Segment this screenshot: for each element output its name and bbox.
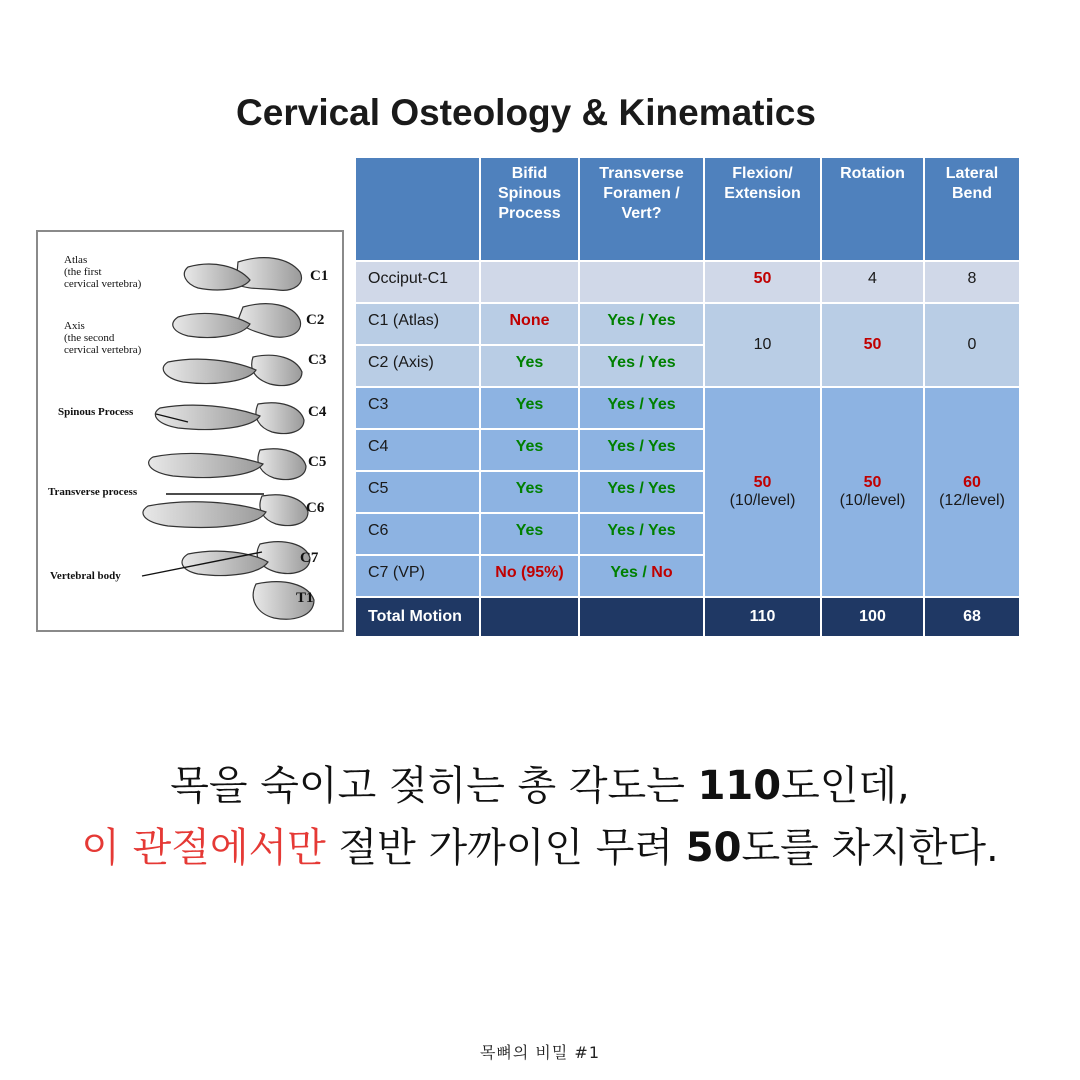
row-label: C3 — [355, 387, 480, 429]
footer-label: 목뼈의 비밀 #1 — [479, 1043, 601, 1062]
row-label: C6 — [355, 513, 480, 555]
header-line: Rotation — [840, 165, 905, 182]
atlas-label-line: Atlas — [64, 254, 88, 266]
spinous-process-label: Spinous Process — [58, 406, 134, 418]
rotation-lower-value: 50 — [863, 474, 882, 491]
caption-text: 절반 가까이인 무려 — [325, 825, 686, 871]
vertebra-label-c2: C2 — [306, 312, 325, 328]
cell-bifid: No (95%) — [480, 555, 579, 597]
axis-label-line: Axis — [64, 320, 85, 332]
table-row — [355, 387, 1020, 429]
cell-flexion: 50 — [704, 261, 821, 303]
cell-rotation-lower — [821, 387, 924, 597]
header-blank — [355, 157, 480, 261]
cell-foramen — [579, 555, 704, 597]
vertebra-label-c4: C4 — [308, 404, 327, 420]
row-label: Occiput-C1 — [355, 261, 480, 303]
cell-bifid: Yes — [480, 513, 579, 555]
rotation-lower-sub: (10/level) — [839, 492, 906, 509]
total-lateral: 68 — [924, 597, 1020, 637]
header-lateral — [924, 157, 1020, 261]
vertebral-body-label: Vertebral body — [50, 570, 121, 582]
atlas-label — [64, 254, 141, 290]
vertebra-label-c1: C1 — [310, 268, 329, 284]
cell-foramen: Yes / Yes — [579, 429, 704, 471]
caption-text: 도를 차지한다. — [741, 825, 999, 871]
header-line: Spinous — [497, 185, 562, 202]
foramen-no: No — [651, 564, 673, 581]
header-line: Bifid — [511, 165, 548, 182]
header-line: Foramen / — [603, 185, 680, 202]
header-line: Process — [498, 205, 561, 222]
cell-bifid: Yes — [480, 345, 579, 387]
table-header-row — [355, 157, 1020, 261]
cell-foramen: Yes / Yes — [579, 303, 704, 345]
row-label: C4 — [355, 429, 480, 471]
caption-line-1 — [0, 754, 1080, 811]
header-line: Lateral — [945, 165, 999, 182]
header-line: Vert? — [621, 205, 662, 222]
cell-flexion-c1c2: 10 — [704, 303, 821, 387]
header-line: Transverse — [599, 165, 684, 182]
atlas-label-line: (the first — [64, 266, 102, 278]
lateral-lower-value: 60 — [963, 474, 981, 491]
cell-foramen: Yes / Yes — [579, 471, 704, 513]
vertebra-label-c7: C7 — [300, 550, 319, 566]
cell-bifid: Yes — [480, 387, 579, 429]
total-label: Total Motion — [355, 597, 480, 637]
cell-flexion-lower — [704, 387, 821, 597]
cell-bifid: None — [480, 303, 579, 345]
cell-lateral: 8 — [924, 261, 1020, 303]
caption-highlight: 이 관절에서만 — [81, 825, 326, 871]
total-rotation: 100 — [821, 597, 924, 637]
table-row — [355, 261, 1020, 303]
flexion-lower-value: 50 — [753, 474, 772, 491]
vertebra-label-c3: C3 — [308, 352, 327, 368]
cervical-spine-illustration — [36, 230, 344, 632]
foramen-yes: Yes — [610, 564, 638, 581]
atlas-label-line: cervical vertebra) — [64, 278, 142, 290]
total-flexion: 110 — [704, 597, 821, 637]
total-bifid — [480, 597, 579, 637]
cell-rotation: 4 — [821, 261, 924, 303]
cell-foramen: Yes / Yes — [579, 513, 704, 555]
header-bifid — [480, 157, 579, 261]
page-title: Cervical Osteology & Kinematics — [236, 92, 816, 133]
caption-line-2 — [0, 816, 1080, 873]
vertebra-label-c6: C6 — [306, 500, 325, 516]
total-row — [355, 597, 1020, 637]
vertebra-label-t1: T1 — [296, 590, 314, 606]
header-foramen — [579, 157, 704, 261]
row-label: C1 (Atlas) — [355, 303, 480, 345]
header-line: Bend — [952, 185, 992, 202]
vertebrae-group — [143, 258, 314, 620]
header-line: Flexion/ — [732, 165, 793, 182]
caption-number: 50 — [685, 825, 742, 871]
axis-label-line: (the second — [64, 332, 115, 344]
cell-bifid: Yes — [480, 471, 579, 513]
total-foramen — [579, 597, 704, 637]
header-line: Extension — [724, 185, 801, 202]
row-label: C2 (Axis) — [355, 345, 480, 387]
transverse-process-label: Transverse process — [48, 486, 138, 498]
cell-foramen: Yes / Yes — [579, 345, 704, 387]
flexion-lower-sub: (10/level) — [729, 492, 796, 509]
lateral-lower-sub: (12/level) — [939, 492, 1005, 509]
caption-text: 도인데, — [781, 763, 910, 809]
cell-foramen — [579, 261, 704, 303]
row-label: C7 (VP) — [355, 555, 480, 597]
caption-text: 목을 숙이고 젖히는 총 각도는 — [170, 763, 698, 809]
cell-rotation-c1c2: 50 — [821, 303, 924, 387]
foramen-sep: / — [637, 564, 652, 581]
cell-bifid — [480, 261, 579, 303]
cell-lateral-lower — [924, 387, 1020, 597]
cell-foramen: Yes / Yes — [579, 387, 704, 429]
kinematics-table — [354, 156, 1021, 638]
table-row — [355, 303, 1020, 345]
row-label: C5 — [355, 471, 480, 513]
header-rotation — [821, 157, 924, 261]
cell-bifid: Yes — [480, 429, 579, 471]
cell-lateral-c1c2: 0 — [924, 303, 1020, 387]
vertebra-label-c5: C5 — [308, 454, 327, 470]
axis-label-line: cervical vertebra) — [64, 344, 142, 356]
header-flexion — [704, 157, 821, 261]
axis-label — [64, 320, 141, 356]
caption-number: 110 — [697, 763, 782, 809]
